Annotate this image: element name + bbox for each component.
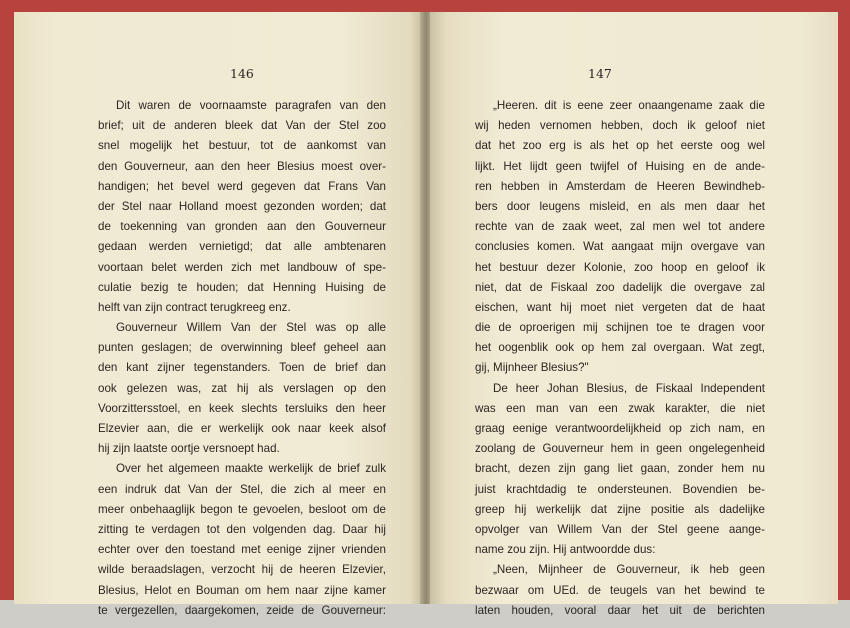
text-line: conclusies komen. Wat aangaat mijn overgave van — [475, 240, 765, 254]
text-line: den Gouverneur, aan den heer Blesius moest over- — [98, 159, 386, 173]
text-line: het bestuur dezer Kolonie, zoo hoop en geloof ik — [475, 260, 765, 274]
text-line: brief; uit de anderen bleek dat Van der Stel zoo — [98, 119, 386, 133]
text-line: bers door leugens misleid, en als men daar het — [475, 199, 765, 213]
right-page-number: 147 — [588, 66, 612, 81]
text-line: rechte van de zaak weet, zal men wel tot andere — [475, 220, 765, 234]
text-line: opvolger van Willem Van der Stel geene aange- — [475, 522, 765, 536]
text-line: greep hij werkelijk dat zijne positie als dadelijke — [475, 502, 765, 516]
text-line: culatie bezig te houden; dat Henning Huising de — [98, 280, 386, 294]
text-line: Gouverneur Willem Van der Stel was op alle — [116, 321, 386, 335]
text-line: echter over den toestand met eenige zijner vrienden — [98, 543, 386, 557]
text-line: het oogenblik ook op hem zal overgaan. Wat zegt, — [475, 341, 765, 355]
text-line: ook gelezen was, zat hij als verslagen op den — [98, 381, 386, 395]
text-line: een indruk dat Van der Stel, die zich al meer en — [98, 482, 386, 496]
text-line: gij, Mijnheer Blesius?" — [475, 361, 589, 375]
text-line: Voorzittersstoel, en keek slechts tersluiks den heer — [98, 401, 386, 415]
text-line: ren hebben in Amsterdam de Heeren Bewindheb- — [475, 179, 765, 193]
text-line: Elzevier aan, die er werkelijk ook naar keek alsof — [98, 422, 386, 435]
text-line: snel mogelijk het bestuur, tot de aankomst van — [98, 139, 386, 153]
text-line: bracht, dezen zijn gang liet gaan, zonder hem nu — [475, 462, 765, 476]
text-line: De heer Johan Blesius, de Fiskaal Independent — [493, 381, 765, 395]
text-line: juist krachtdadig te ondersteunen. Bovendien be- — [475, 482, 765, 496]
text-line: dat het zoo erg is als het op het eerste oog wel — [475, 139, 765, 153]
text-line: gedaan werden vernietigd; dat alle ambtenaren — [98, 240, 386, 254]
text-line: Blesius, Helot en Bouman om hem naar zijne kamer — [98, 583, 386, 597]
text-line: punten geslagen; de overwinning bleef geheel aan — [98, 341, 386, 355]
text-line: Dit waren de voornaamste paragrafen van den — [116, 99, 386, 112]
text-line: lijkt. Het lijdt geen twijfel of Huising en de ande- — [475, 159, 765, 173]
text-line: graag eenige verantwoordelijkheid op zich nam, en — [475, 422, 765, 435]
text-line: helft van zijn contract terugkreeg enz. — [98, 300, 291, 314]
text-line: eischen, want hij moet niet vergeten dat de haat — [475, 300, 765, 314]
text-line: voortaan belet werden zich met landbouw of spe- — [98, 260, 386, 274]
text-line: niet, dat de Fiskaal zoo dadelijk die overgave zal — [475, 280, 765, 294]
text-line: bezwaar om UEd. de teugels van het bewind te — [475, 583, 765, 597]
text-line: te vergezellen, daargekomen, zeide de Gouverneur: — [98, 603, 386, 617]
text-line: de toekenning van gronden aan den Gouverneur — [98, 220, 386, 234]
text-line: laten houden, vooral daar het uit de berichten — [475, 603, 765, 617]
right-page-body — [475, 96, 765, 621]
text-line: wilde beraadslagen, verzocht hij de heeren Elzevier, — [98, 563, 386, 577]
text-line: der Stel naar Holland moest gezonden worden; dat — [98, 199, 386, 213]
text-line: die de oproerigen mij schijnen toe te dragen voor — [475, 321, 765, 335]
text-line: „Neen, Mijnheer de Gouverneur, ik heb geen — [493, 563, 765, 577]
text-line: handigen; het bevel werd gegeven dat Frans Van — [98, 179, 386, 193]
text-line: den kant zijner tegenstanders. Toen de brief dan — [98, 361, 386, 375]
left-page-number: 146 — [230, 66, 254, 81]
text-line: zitting te verdagen tot den volgenden dag. Daar hij — [98, 522, 386, 536]
text-line: zoolang de Gouverneur hem in geen ongelegenheid — [475, 442, 765, 456]
text-line: Over het algemeen maakte werkelijk de brief zulk — [116, 462, 386, 476]
text-line: „Heeren. dit is eene zeer onaangename zaak die — [493, 99, 765, 112]
text-line: wij heden vernomen hebben, doch ik geloof niet — [475, 119, 765, 133]
text-line: name zou zijn. Hij antwoordde dus: — [475, 543, 656, 557]
text-line: meer onbehaaglijk begon te gevoelen, besloot om de — [98, 502, 386, 516]
left-page-body — [98, 96, 386, 621]
text-line: was een man van een zwak karakter, die niet — [475, 401, 765, 415]
text-line: hij zijn laatste oortje versnoept had. — [98, 442, 280, 456]
